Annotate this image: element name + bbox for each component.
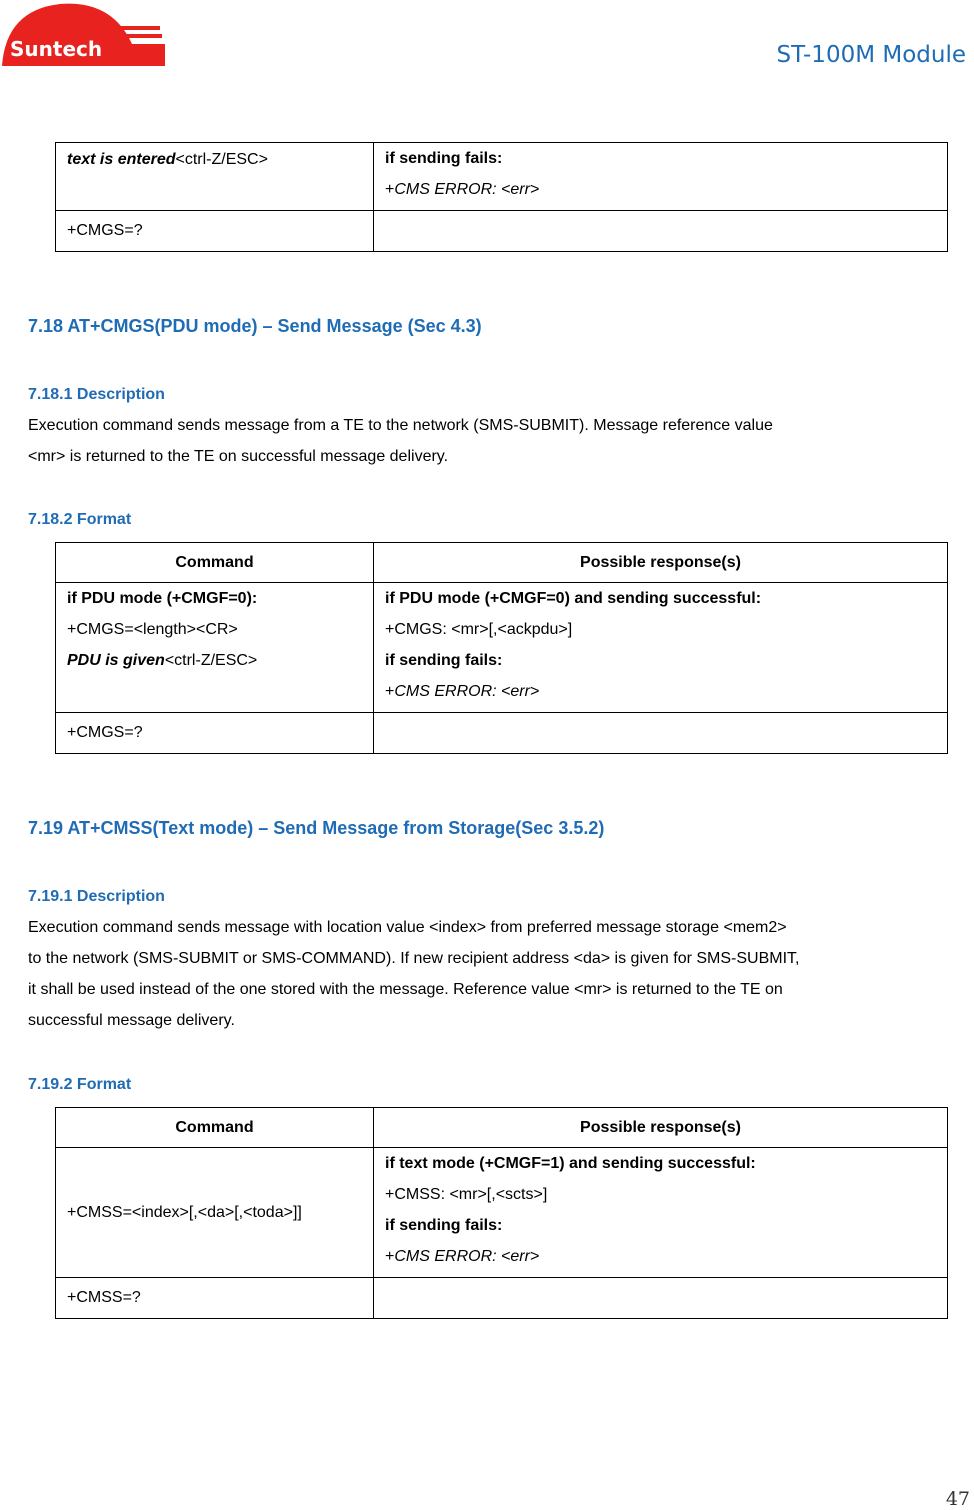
- cmgs-pdu-format-table: [55, 542, 948, 754]
- section-7-18-2-heading: 7.18.2 Format: [28, 511, 132, 528]
- table-cell: if PDU mode (+CMGF=0) and sending successful: +CMGS: <mr>[,<ackpdu>] if sending fails: +CMS ERROR: <err>: [374, 583, 948, 713]
- logo-text: Suntech: [10, 37, 103, 61]
- cmss-format-table: [55, 1107, 948, 1319]
- table-header-row: [56, 543, 948, 583]
- table-row: [56, 583, 948, 713]
- table-cell: if PDU mode (+CMGF=0): +CMGS=<length><CR> PDU is given<ctrl-Z/ESC>: [56, 583, 374, 713]
- table-cell: +CMGS=?: [56, 713, 374, 754]
- section-7-19-description: Execution command sends message with location value <index> from preferred message storage <mem2> to the network (SMS-SUBMIT or SMS-COMMAND). If new recipient address <da> is given for SMS-SUBMIT, it shall be used instead of the one stored with the message. Reference value <mr> is returned to the TE on successful message delivery.: [28, 919, 800, 1029]
- table-cell: [374, 713, 948, 754]
- section-7-19-2-heading: 7.19.2 Format: [28, 1076, 132, 1093]
- table-row: [56, 1278, 948, 1319]
- table-row: [56, 143, 948, 211]
- table-row: [56, 713, 948, 754]
- table-cell: +CMGS=?: [56, 211, 374, 252]
- cmgs-text-table-continued: [55, 142, 948, 252]
- table-cell: +CMSS=?: [56, 1278, 374, 1319]
- table-cell: [374, 1278, 948, 1319]
- column-header-command: Command: [56, 543, 374, 583]
- column-header-command: Command: [56, 1108, 374, 1148]
- section-7-18-1-heading: 7.18.1 Description: [28, 386, 165, 403]
- table-row: [56, 211, 948, 252]
- table-row: [56, 1148, 948, 1278]
- table-cell: text is entered<ctrl-Z/ESC>: [56, 143, 374, 211]
- module-title: ST-100M Module: [776, 42, 966, 68]
- table-header-row: [56, 1108, 948, 1148]
- suntech-logo: [0, 0, 165, 70]
- page-number: 47: [945, 1488, 970, 1510]
- section-7-19-1-heading: 7.19.1 Description: [28, 888, 165, 905]
- table-cell: [374, 211, 948, 252]
- table-cell: if sending fails: +CMS ERROR: <err>: [374, 143, 948, 211]
- section-7-19-title: 7.19 AT+CMSS(Text mode) – Send Message from Storage(Sec 3.5.2): [28, 818, 605, 838]
- column-header-response: Possible response(s): [374, 543, 948, 583]
- section-7-18-title: 7.18 AT+CMGS(PDU mode) – Send Message (Sec 4.3): [28, 316, 482, 336]
- column-header-response: Possible response(s): [374, 1108, 948, 1148]
- table-cell: +CMSS=<index>[,<da>[,<toda>]]: [56, 1148, 374, 1278]
- section-7-18-description: Execution command sends message from a TE to the network (SMS-SUBMIT). Message reference value <mr> is returned to the TE on successful message delivery.: [28, 417, 773, 465]
- table-cell: if text mode (+CMGF=1) and sending successful: +CMSS: <mr>[,<scts>] if sending fails: +CMS ERROR: <err>: [374, 1148, 948, 1278]
